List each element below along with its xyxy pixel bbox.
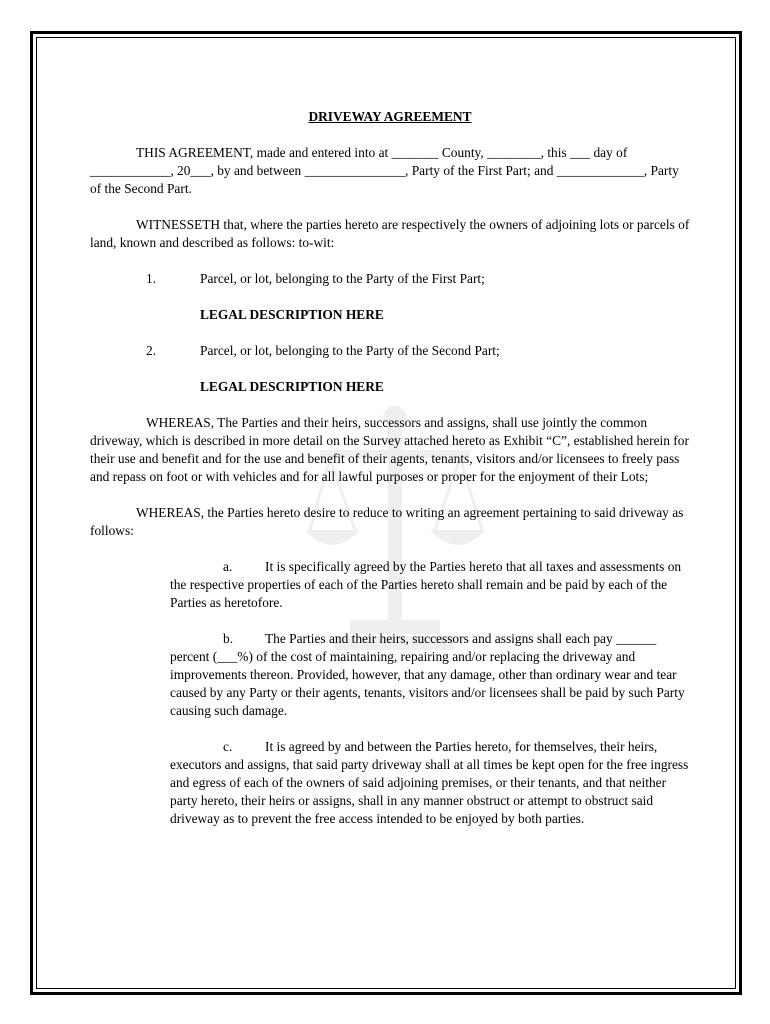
whereas-paragraph-2: WHEREAS, the Parties hereto desire to reduce to writing an agreement pertaining to said driveway as follows: (90, 505, 684, 538)
subclause-c (170, 738, 690, 828)
whereas-paragraph-1: WHEREAS, The Parties and their heirs, successors and assigns, shall use jointly the common driveway, which is described in more detail on the Survey attached hereto as Exhibit “C”, established herein for their use and benefit and for the use and benefit of their agents, tenants, visitors and/or licensees to freely pass and repass on foot or with vehicles and for all lawful purposes or proper for the enjoyment of their Lots; (90, 415, 689, 484)
intro-paragraph: THIS AGREEMENT, made and entered into at _______ County, ________, this ___ day of ____________, 20___, by and between _______________, Party of the First Part; and _____________, Party of the Second Part. (90, 145, 679, 196)
subclause-a-text: It is specifically agreed by the Parties hereto that all taxes and assessments on the respective properties of each of the Parties hereto shall remain and be paid by each of the Parties as heretofore. (170, 559, 682, 610)
subclause-a-letter: a. (223, 559, 233, 574)
subclause-a (170, 558, 690, 612)
witnesseth-paragraph: WITNESSETH that, where the parties hereto are respectively the owners of adjoining lots or parcels of land, known and described as follows: to-wit: (90, 217, 690, 250)
subclause-c-letter: c. (223, 739, 233, 754)
parcel-item-1-text: Parcel, or lot, belonging to the Party of the First Part; (200, 271, 485, 286)
parcel-item-1 (90, 270, 690, 288)
document-body (90, 108, 690, 846)
legal-description-2: LEGAL DESCRIPTION HERE (200, 379, 384, 394)
subclause-b-text: The Parties and their heirs, successors and assigns shall each pay ______ percent (___%) of the cost of maintaining, repairing and/or replacing the driveway and improvements thereon. Provided, however, that any damage, other than ordinary wear and tear caused by any Party or their agents, tenants, visitors and/or licensees shall be paid by such Party causing such damage. (170, 631, 685, 718)
parcel-item-1-number: 1. (146, 271, 157, 286)
subclause-b-letter: b. (223, 631, 234, 646)
document-title: DRIVEWAY AGREEMENT (308, 109, 472, 124)
legal-description-1: LEGAL DESCRIPTION HERE (200, 307, 384, 322)
parcel-item-2-number: 2. (146, 343, 157, 358)
subclause-c-text: It is agreed by and between the Parties hereto, for themselves, their heirs, executors and assigns, that said party driveway shall at all times be kept open for the free ingress and egress of each of the owners of said adjoining premises, or their tenants, and that neither party hereto, their heirs or assigns, shall in any manner obstruct or attempt to obstruct said driveway as to prevent the free access intended to be enjoyed by both parties. (170, 739, 689, 826)
subclause-b (170, 630, 690, 720)
parcel-item-2 (90, 342, 690, 360)
parcel-item-2-text: Parcel, or lot, belonging to the Party of the Second Part; (200, 343, 500, 358)
